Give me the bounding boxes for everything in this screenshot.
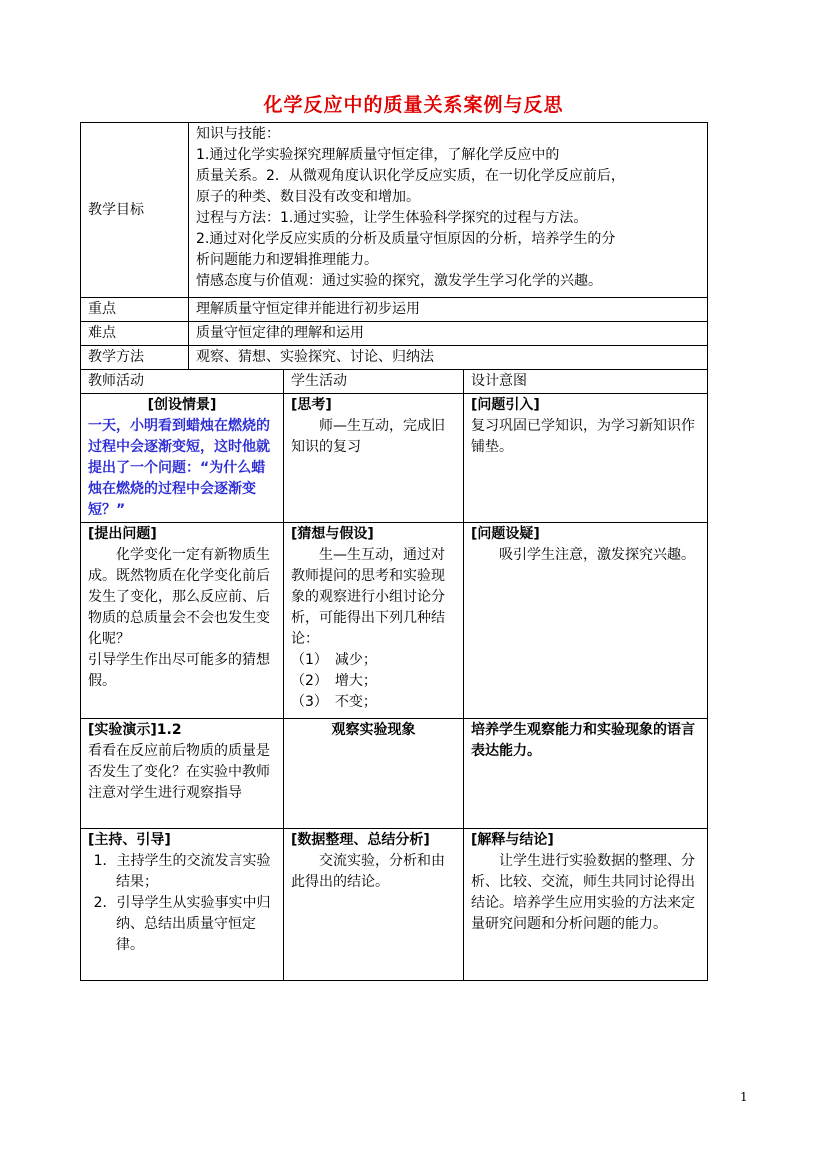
teacher-text: 引导学生作出尽可能多的猜想假。 (88, 652, 270, 689)
student-cell (284, 719, 464, 829)
design-text: 培养学生观察能力和实验现象的语言表达能力。 (471, 722, 695, 759)
method-label: 教学方法 (81, 346, 189, 370)
hypothesis-option: （1） 减少； (291, 652, 377, 668)
teacher-cell (81, 523, 284, 719)
key-point-label: 重点 (81, 298, 189, 322)
teacher-text: 化学变化一定有新物质生成。既然物质在化学变化前后发生了变化，那么反应前、后物质的总质量会不会也发生变化呢？ (88, 547, 270, 647)
design-cell (464, 829, 708, 981)
design-text: 吸引学生注意，激发探究兴趣。 (499, 547, 695, 563)
teacher-heading: [创设情景] (147, 397, 217, 413)
hypothesis-option: （3） 不变； (291, 694, 377, 710)
objectives-line: 质量关系。2．从微观角度认识化学反应实质，在一切化学反应前后， (196, 168, 625, 184)
student-text: 师—生互动，完成旧知识的复习 (291, 418, 445, 455)
objectives-line: 过程与方法：1.通过实验，让学生体验科学探究的过程与方法。 (196, 210, 588, 226)
activity-row (81, 829, 708, 981)
design-cell (464, 394, 708, 523)
objectives-line: 情感态度与价值观：通过实验的探究，激发学生学习化学的兴趣。 (196, 273, 602, 289)
student-cell (284, 829, 464, 981)
objectives-line: 1.通过化学实验探究理解质量守恒定律，了解化学反应中的 (196, 147, 560, 163)
teacher-heading: [实验演示]1.2 (88, 722, 182, 738)
teacher-text: 一天，小明看到蜡烛在燃烧的过程中会逐渐变短，这时他就提出了一个问题：“为什么蜡烛在燃烧的过程中会逐渐变短？” (88, 418, 270, 518)
activity-row (81, 719, 708, 829)
student-text: 观察实验现象 (331, 722, 416, 738)
key-point-text: 理解质量守恒定律并能进行初步运用 (189, 298, 708, 322)
design-heading: [问题引入] (471, 397, 540, 413)
student-cell (284, 394, 464, 523)
objectives-content (189, 123, 708, 298)
student-heading: [思考] (291, 397, 332, 413)
teacher-cell (81, 829, 284, 981)
design-text: 让学生进行实验数据的整理、分析、比较、交流，师生共同讨论得出结论。培养学生应用实验的方法来定量研究问题和分析问题的能力。 (471, 853, 695, 932)
objectives-line: 析问题能力和逻辑推理能力。 (196, 252, 378, 268)
difficulty-label: 难点 (81, 322, 189, 346)
teacher-cell (81, 719, 284, 829)
teacher-heading: [主持、引导] (88, 832, 171, 848)
design-heading: [问题设疑] (471, 526, 540, 542)
activity-row (81, 394, 708, 523)
column-header-student: 学生活动 (284, 370, 464, 394)
design-cell (464, 719, 708, 829)
column-header-teacher: 教师活动 (81, 370, 284, 394)
method-row (81, 346, 708, 370)
objectives-line: 知识与技能： (196, 126, 280, 142)
objectives-row (81, 123, 708, 298)
teacher-list-item: 1．主持学生的交流发言实验结果； (93, 853, 271, 890)
student-text: 生—生互动，通过对教师提问的思考和实验现象的观察进行小组讨论分析，可能得出下列几种结论： (291, 547, 445, 647)
difficulty-row (81, 322, 708, 346)
key-point-row (81, 298, 708, 322)
objectives-line: 2.通过对化学反应实质的分析及质量守恒原因的分析，培养学生的分 (196, 231, 616, 247)
activity-row (81, 523, 708, 719)
student-heading: [数据整理、总结分析] (291, 832, 430, 848)
column-header-row (81, 370, 708, 394)
teacher-text: 看看在反应前后物质的质量是否发生了变化？在实验中教师注意对学生进行观察指导 (88, 743, 270, 801)
design-heading: [解释与结论] (471, 832, 554, 848)
student-cell (284, 523, 464, 719)
hypothesis-option: （2） 增大； (291, 673, 377, 689)
teacher-list-item: 2．引导学生从实验事实中归纳、总结出质量守恒定律。 (93, 895, 271, 953)
teacher-cell (81, 394, 284, 523)
method-text: 观察、猜想、实验探究、讨论、归纳法 (189, 346, 708, 370)
document-title: 化学反应中的质量关系案例与反思 (263, 94, 564, 116)
column-header-design: 设计意图 (464, 370, 708, 394)
difficulty-text: 质量守恒定律的理解和运用 (189, 322, 708, 346)
design-cell (464, 523, 708, 719)
design-text: 复习巩固已学知识，为学习新知识作铺垫。 (471, 418, 695, 455)
page-number: 1 (740, 1090, 748, 1104)
lesson-plan-table (80, 122, 708, 981)
student-text: 交流实验，分析和由此得出的结论。 (291, 853, 445, 890)
objectives-label: 教学目标 (81, 123, 189, 298)
objectives-line: 原子的种类、数目没有改变和增加。 (196, 189, 420, 205)
student-heading: [猜想与假设] (291, 526, 374, 542)
teacher-heading: [提出问题] (88, 526, 157, 542)
